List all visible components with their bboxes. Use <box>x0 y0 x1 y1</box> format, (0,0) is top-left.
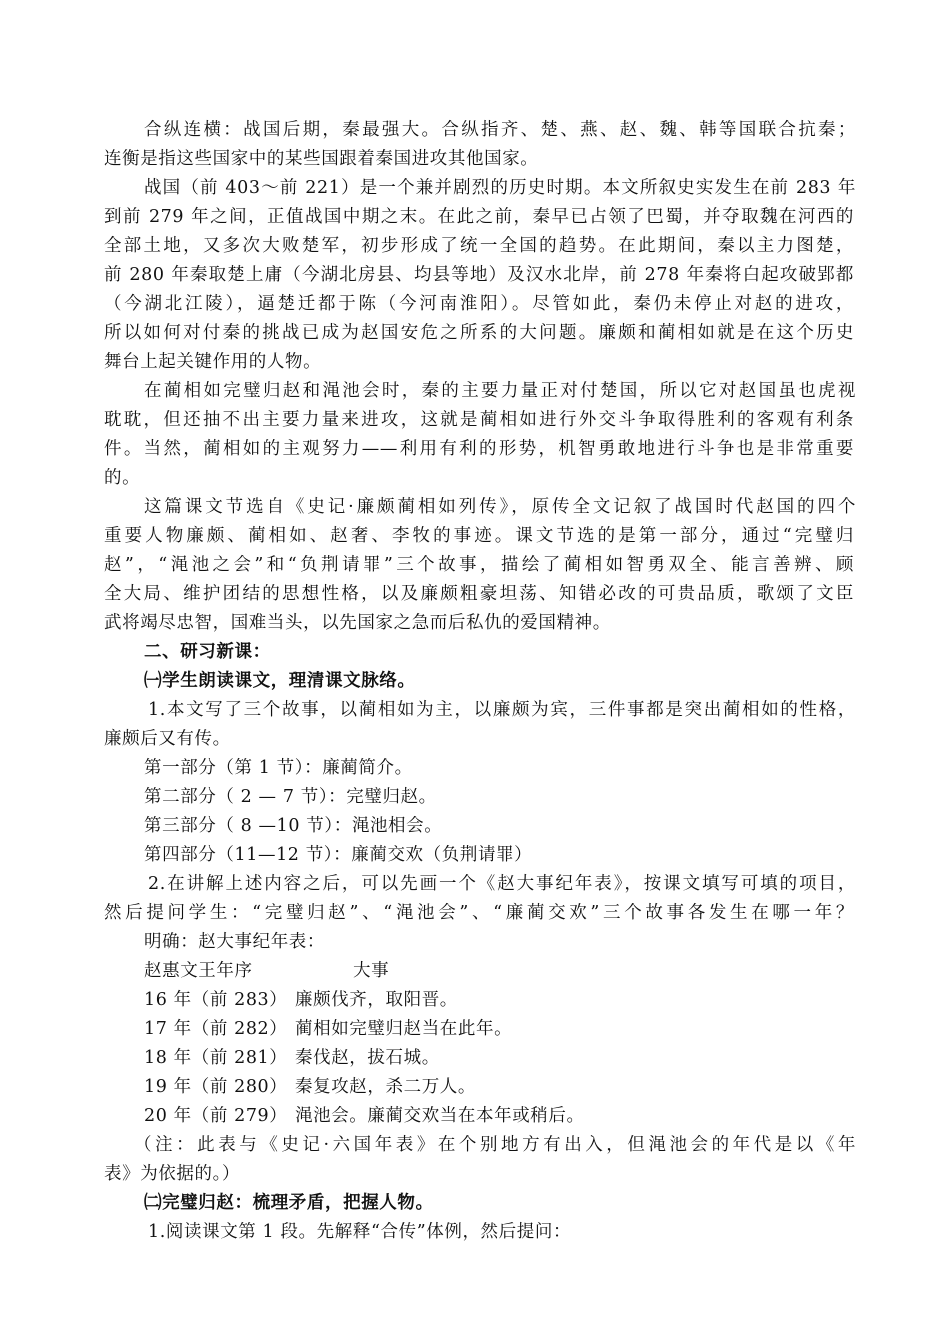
table-cell-year: 18 年（前 281） <box>144 1048 288 1068</box>
paragraph-line: 的。 <box>104 468 141 488</box>
note-line: 表》为依据的。） <box>104 1164 241 1184</box>
paragraph-line: 1.阅读课文第 1 段。先解释“合传”体例，然后提问： <box>148 1222 572 1242</box>
paragraph-line: （今湖北江陵），逼楚迁都于陈（今河南淮阳）。尽管如此，秦仍未停止对赵的进攻， <box>104 294 854 314</box>
table-cell-event: 廉颇伐齐，取阳晋。 <box>295 990 458 1010</box>
paragraph-line: 合纵连横：战国后期，秦最强大。合纵指齐、楚、燕、赵、魏、韩等国联合抗秦； <box>144 120 856 140</box>
paragraph-line: 前 280 年秦取楚上庸（今湖北房县、均县等地）及汉水北岸，前 278 年秦将白起攻破郢都 <box>104 265 854 285</box>
paragraph-line: 连衡是指这些国家中的某些国跟着秦国进攻其他国家。 <box>104 149 539 169</box>
paragraph-line: 赵”，“渑池之会”和“负荆请罪”三个故事，描绘了蔺相如智勇双全、能言善辨、顾 <box>104 555 854 575</box>
table-cell-year: 17 年（前 282） <box>144 1019 288 1039</box>
paragraph-line: 在蔺相如完璧归赵和渑池会时，秦的主要力量正对付楚国，所以它对赵国虽也虎视 <box>144 381 856 401</box>
part-line: 第四部分（11—12 节）：廉蔺交欢（负荆请罪） <box>144 845 533 865</box>
paragraph-line: 全部土地，又多次大败楚军，初步形成了统一全国的趋势。在此期间，秦以主力图楚， <box>104 236 854 256</box>
table-cell-event: 渑池会。廉蔺交欢当在本年或稍后。 <box>295 1106 585 1126</box>
paragraph-line: 这篇课文节选自《史记·廉颇蔺相如列传》，原传全文记叙了战国时代赵国的四个 <box>144 497 856 517</box>
paragraph-line: 所以如何对付秦的挑战已成为赵国安危之所系的大问题。廉颇和蔺相如就是在这个历史 <box>104 323 854 343</box>
paragraph-line: 重要人物廉颇、蔺相如、赵奢、李牧的事迹。课文节选的是第一部分，通过“完璧归 <box>104 526 854 546</box>
table-cell-year: 16 年（前 283） <box>144 990 288 1010</box>
table-cell-year: 19 年（前 280） <box>144 1077 288 1097</box>
table-cell-event: 秦伐赵，拔石城。 <box>295 1048 440 1068</box>
table-header-event: 大事 <box>353 961 390 981</box>
paragraph-line: 然后提问学生：“完璧归赵”、“渑池会”、“廉蔺交欢”三个故事各发生在哪一年？ <box>104 903 854 923</box>
part-line: 第二部分（ 2 — 7 节）：完璧归赵。 <box>144 787 437 807</box>
paragraph-line: 舞台上起关键作用的人物。 <box>104 352 322 372</box>
paragraph-line: 廉颇后又有传。 <box>104 729 231 749</box>
paragraph-line: 2.在讲解上述内容之后，可以先画一个《赵大事纪年表》，按课文填写可填的项目， <box>148 874 856 894</box>
table-cell-year: 20 年（前 279） <box>144 1106 288 1126</box>
part-line: 第一部分（第 1 节）：廉蔺简介。 <box>144 758 413 778</box>
note-line: （注：此表与《史记·六国年表》在个别地方有出入，但渑池会的年代是以《年 <box>134 1135 856 1155</box>
paragraph-line: 战国（前 403～前 221）是一个兼并剧烈的历史时期。本文所叙史实发生在前 283 年 <box>144 178 856 198</box>
paragraph-line: 1.本文写了三个故事，以蔺相如为主，以廉颇为宾，三件事都是突出蔺相如的性格， <box>148 700 856 720</box>
table-cell-event: 秦复攻赵，杀二万人。 <box>295 1077 476 1097</box>
table-header-year: 赵惠文王年序 <box>144 961 253 981</box>
subsection-heading: ㈠学生朗读课文，理清课文脉络。 <box>144 671 416 691</box>
section-heading: 二、研习新课： <box>144 642 271 662</box>
paragraph-line: 耽耽，但还抽不出主要力量来进攻，这就是蔺相如进行外交斗争取得胜利的客观有利条 <box>104 410 854 430</box>
part-line: 第三部分（ 8 —10 节）：渑池相会。 <box>144 816 443 836</box>
paragraph-line: 到前 279 年之间，正值战国中期之末。在此之前，秦早已占领了巴蜀，并夺取魏在河西的 <box>104 207 854 227</box>
paragraph-line: 全大局、维护团结的思想性格，以及廉颇粗豪坦荡、知错必改的可贵品质，歌颂了文臣 <box>104 584 854 604</box>
table-cell-event: 蔺相如完璧归赵当在此年。 <box>295 1019 513 1039</box>
mingque-line: 明确：赵大事纪年表： <box>144 932 325 952</box>
subsection-heading: ㈡完璧归赵：梳理矛盾，把握人物。 <box>144 1193 434 1213</box>
paragraph-line: 武将竭尽忠智，国难当头，以先国家之急而后私仇的爱国精神。 <box>104 613 611 633</box>
paragraph-line: 件。当然，蔺相如的主观努力——利用有利的形势，机智勇敢地进行斗争也是非常重要 <box>104 439 854 459</box>
